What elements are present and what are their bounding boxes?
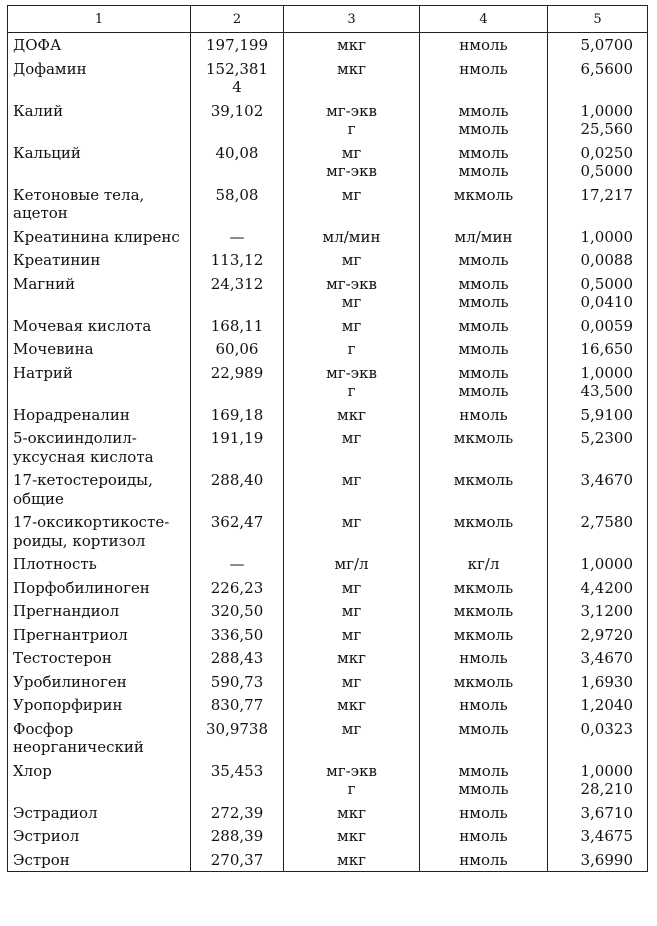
table-row bbox=[8, 314, 648, 338]
conversion-table-container bbox=[7, 5, 647, 872]
old-unit-cell: мг bbox=[284, 426, 420, 468]
old-unit-cell: мг-экв мг bbox=[284, 272, 420, 314]
old-unit-cell: мкг bbox=[284, 693, 420, 717]
si-unit-cell: нмоль bbox=[420, 403, 548, 427]
si-unit-cell: ммоль bbox=[420, 314, 548, 338]
substance-name-cell: 17-кетостероиды, общие bbox=[8, 468, 191, 510]
si-unit-cell: мл/мин bbox=[420, 225, 548, 249]
old-unit-cell: мг bbox=[284, 183, 420, 225]
molecular-mass-cell: 152,381 4 bbox=[191, 57, 284, 99]
substance-name-cell: Прегнандиол bbox=[8, 599, 191, 623]
molecular-mass-cell: 191,19 bbox=[191, 426, 284, 468]
substance-name-cell: Уропорфирин bbox=[8, 693, 191, 717]
conversion-factor-cell: 5,9100 bbox=[548, 403, 648, 427]
substance-name-cell: Кетоновые тела, ацетон bbox=[8, 183, 191, 225]
si-unit-cell: нмоль bbox=[420, 848, 548, 872]
conversion-factor-cell: 2,9720 bbox=[548, 623, 648, 647]
table-body bbox=[8, 33, 648, 872]
old-unit-cell: мг bbox=[284, 510, 420, 552]
conversion-factor-cell: 3,6990 bbox=[548, 848, 648, 872]
substance-name-cell: 5-оксииндолил- уксусная кислота bbox=[8, 426, 191, 468]
si-unit-cell: кг/л bbox=[420, 552, 548, 576]
conversion-factor-cell: 17,217 bbox=[548, 183, 648, 225]
si-unit-cell: мкмоль bbox=[420, 623, 548, 647]
molecular-mass-cell: 169,18 bbox=[191, 403, 284, 427]
si-unit-cell: нмоль bbox=[420, 801, 548, 825]
table-header bbox=[8, 6, 648, 33]
old-unit-cell: мг bbox=[284, 314, 420, 338]
conversion-table bbox=[7, 5, 648, 872]
substance-name-cell: Мочевина bbox=[8, 337, 191, 361]
substance-name-cell: ДОФА bbox=[8, 33, 191, 57]
old-unit-cell: мл/мин bbox=[284, 225, 420, 249]
si-unit-cell: мкмоль bbox=[420, 510, 548, 552]
table-row bbox=[8, 272, 648, 314]
old-unit-cell: мг bbox=[284, 576, 420, 600]
substance-name-cell: Эстрон bbox=[8, 848, 191, 872]
si-unit-cell: ммоль ммоль bbox=[420, 361, 548, 403]
table-row bbox=[8, 623, 648, 647]
substance-name-cell: Дофамин bbox=[8, 57, 191, 99]
table-row bbox=[8, 552, 648, 576]
column-header-5: 5 bbox=[548, 6, 648, 33]
molecular-mass-cell: — bbox=[191, 552, 284, 576]
table-row bbox=[8, 57, 648, 99]
table-row bbox=[8, 824, 648, 848]
substance-name-cell: Креатинина клиренс bbox=[8, 225, 191, 249]
table-row bbox=[8, 99, 648, 141]
table-row bbox=[8, 403, 648, 427]
old-unit-cell: мкг bbox=[284, 57, 420, 99]
table-row bbox=[8, 141, 648, 183]
molecular-mass-cell: 362,47 bbox=[191, 510, 284, 552]
conversion-factor-cell: 3,1200 bbox=[548, 599, 648, 623]
si-unit-cell: нмоль bbox=[420, 646, 548, 670]
conversion-factor-cell: 0,0059 bbox=[548, 314, 648, 338]
molecular-mass-cell: 40,08 bbox=[191, 141, 284, 183]
column-header-3: 3 bbox=[284, 6, 420, 33]
table-row bbox=[8, 225, 648, 249]
table-row bbox=[8, 717, 648, 759]
substance-name-cell: Мочевая кислота bbox=[8, 314, 191, 338]
old-unit-cell: мг-экв г bbox=[284, 759, 420, 801]
old-unit-cell: мг-экв г bbox=[284, 99, 420, 141]
old-unit-cell: г bbox=[284, 337, 420, 361]
conversion-factor-cell: 3,4670 bbox=[548, 646, 648, 670]
si-unit-cell: ммоль bbox=[420, 337, 548, 361]
conversion-factor-cell: 3,4670 bbox=[548, 468, 648, 510]
old-unit-cell: мкг bbox=[284, 801, 420, 825]
old-unit-cell: мг bbox=[284, 248, 420, 272]
old-unit-cell: мг/л bbox=[284, 552, 420, 576]
table-row bbox=[8, 33, 648, 57]
si-unit-cell: мкмоль bbox=[420, 599, 548, 623]
table-row bbox=[8, 759, 648, 801]
table-row bbox=[8, 693, 648, 717]
substance-name-cell: Тестостерон bbox=[8, 646, 191, 670]
conversion-factor-cell: 1,2040 bbox=[548, 693, 648, 717]
molecular-mass-cell: 22,989 bbox=[191, 361, 284, 403]
old-unit-cell: мг bbox=[284, 670, 420, 694]
column-header-2: 2 bbox=[191, 6, 284, 33]
table-row bbox=[8, 801, 648, 825]
molecular-mass-cell: 288,39 bbox=[191, 824, 284, 848]
conversion-factor-cell: 1,0000 28,210 bbox=[548, 759, 648, 801]
molecular-mass-cell: 336,50 bbox=[191, 623, 284, 647]
molecular-mass-cell: 58,08 bbox=[191, 183, 284, 225]
table-row bbox=[8, 468, 648, 510]
si-unit-cell: нмоль bbox=[420, 824, 548, 848]
molecular-mass-cell: 197,199 bbox=[191, 33, 284, 57]
substance-name-cell: Креатинин bbox=[8, 248, 191, 272]
substance-name-cell: Эстриол bbox=[8, 824, 191, 848]
table-row bbox=[8, 599, 648, 623]
table-row bbox=[8, 361, 648, 403]
molecular-mass-cell: 113,12 bbox=[191, 248, 284, 272]
old-unit-cell: мг bbox=[284, 599, 420, 623]
old-unit-cell: мг мг-экв bbox=[284, 141, 420, 183]
table-row bbox=[8, 576, 648, 600]
substance-name-cell: Магний bbox=[8, 272, 191, 314]
conversion-factor-cell: 16,650 bbox=[548, 337, 648, 361]
substance-name-cell: 17-оксикортикосте- роиды, кортизол bbox=[8, 510, 191, 552]
table-row bbox=[8, 670, 648, 694]
table-row bbox=[8, 183, 648, 225]
table-row bbox=[8, 848, 648, 872]
si-unit-cell: нмоль bbox=[420, 693, 548, 717]
substance-name-cell: Калий bbox=[8, 99, 191, 141]
column-header-1: 1 bbox=[8, 6, 191, 33]
molecular-mass-cell: 270,37 bbox=[191, 848, 284, 872]
conversion-factor-cell: 3,6710 bbox=[548, 801, 648, 825]
substance-name-cell: Прегнантриол bbox=[8, 623, 191, 647]
conversion-factor-cell: 4,4200 bbox=[548, 576, 648, 600]
table-row bbox=[8, 646, 648, 670]
substance-name-cell: Уробилиноген bbox=[8, 670, 191, 694]
molecular-mass-cell: 30,9738 bbox=[191, 717, 284, 759]
molecular-mass-cell: 35,453 bbox=[191, 759, 284, 801]
old-unit-cell: мг bbox=[284, 623, 420, 647]
si-unit-cell: мкмоль bbox=[420, 468, 548, 510]
conversion-factor-cell: 1,0000 bbox=[548, 225, 648, 249]
molecular-mass-cell: — bbox=[191, 225, 284, 249]
si-unit-cell: нмоль bbox=[420, 33, 548, 57]
molecular-mass-cell: 830,77 bbox=[191, 693, 284, 717]
conversion-factor-cell: 0,0250 0,5000 bbox=[548, 141, 648, 183]
conversion-factor-cell: 1,6930 bbox=[548, 670, 648, 694]
conversion-factor-cell: 0,5000 0,0410 bbox=[548, 272, 648, 314]
substance-name-cell: Эстрадиол bbox=[8, 801, 191, 825]
molecular-mass-cell: 320,50 bbox=[191, 599, 284, 623]
conversion-factor-cell: 0,0323 bbox=[548, 717, 648, 759]
old-unit-cell: мг bbox=[284, 468, 420, 510]
conversion-factor-cell: 1,0000 bbox=[548, 552, 648, 576]
substance-name-cell: Плотность bbox=[8, 552, 191, 576]
substance-name-cell: Порфобилиноген bbox=[8, 576, 191, 600]
old-unit-cell: мг-экв г bbox=[284, 361, 420, 403]
old-unit-cell: мкг bbox=[284, 848, 420, 872]
molecular-mass-cell: 272,39 bbox=[191, 801, 284, 825]
si-unit-cell: мкмоль bbox=[420, 576, 548, 600]
si-unit-cell: ммоль bbox=[420, 717, 548, 759]
si-unit-cell: ммоль bbox=[420, 248, 548, 272]
conversion-factor-cell: 3,4675 bbox=[548, 824, 648, 848]
column-header-4: 4 bbox=[420, 6, 548, 33]
table-row bbox=[8, 248, 648, 272]
si-unit-cell: мкмоль bbox=[420, 426, 548, 468]
table-row bbox=[8, 426, 648, 468]
si-unit-cell: ммоль ммоль bbox=[420, 272, 548, 314]
table-row bbox=[8, 337, 648, 361]
substance-name-cell: Кальций bbox=[8, 141, 191, 183]
molecular-mass-cell: 60,06 bbox=[191, 337, 284, 361]
substance-name-cell: Фосфор неорганический bbox=[8, 717, 191, 759]
conversion-factor-cell: 0,0088 bbox=[548, 248, 648, 272]
old-unit-cell: мкг bbox=[284, 403, 420, 427]
si-unit-cell: ммоль ммоль bbox=[420, 99, 548, 141]
substance-name-cell: Натрий bbox=[8, 361, 191, 403]
molecular-mass-cell: 590,73 bbox=[191, 670, 284, 694]
si-unit-cell: мкмоль bbox=[420, 670, 548, 694]
si-unit-cell: ммоль ммоль bbox=[420, 141, 548, 183]
si-unit-cell: нмоль bbox=[420, 57, 548, 99]
molecular-mass-cell: 168,11 bbox=[191, 314, 284, 338]
header-row bbox=[8, 6, 648, 33]
old-unit-cell: мкг bbox=[284, 824, 420, 848]
conversion-factor-cell: 1,0000 25,560 bbox=[548, 99, 648, 141]
conversion-factor-cell: 5,2300 bbox=[548, 426, 648, 468]
old-unit-cell: мкг bbox=[284, 646, 420, 670]
molecular-mass-cell: 39,102 bbox=[191, 99, 284, 141]
si-unit-cell: ммоль ммоль bbox=[420, 759, 548, 801]
molecular-mass-cell: 226,23 bbox=[191, 576, 284, 600]
molecular-mass-cell: 288,43 bbox=[191, 646, 284, 670]
si-unit-cell: мкмоль bbox=[420, 183, 548, 225]
conversion-factor-cell: 5,0700 bbox=[548, 33, 648, 57]
molecular-mass-cell: 24,312 bbox=[191, 272, 284, 314]
substance-name-cell: Норадреналин bbox=[8, 403, 191, 427]
molecular-mass-cell: 288,40 bbox=[191, 468, 284, 510]
conversion-factor-cell: 2,7580 bbox=[548, 510, 648, 552]
conversion-factor-cell: 1,0000 43,500 bbox=[548, 361, 648, 403]
old-unit-cell: мкг bbox=[284, 33, 420, 57]
conversion-factor-cell: 6,5600 bbox=[548, 57, 648, 99]
table-row bbox=[8, 510, 648, 552]
old-unit-cell: мг bbox=[284, 717, 420, 759]
substance-name-cell: Хлор bbox=[8, 759, 191, 801]
